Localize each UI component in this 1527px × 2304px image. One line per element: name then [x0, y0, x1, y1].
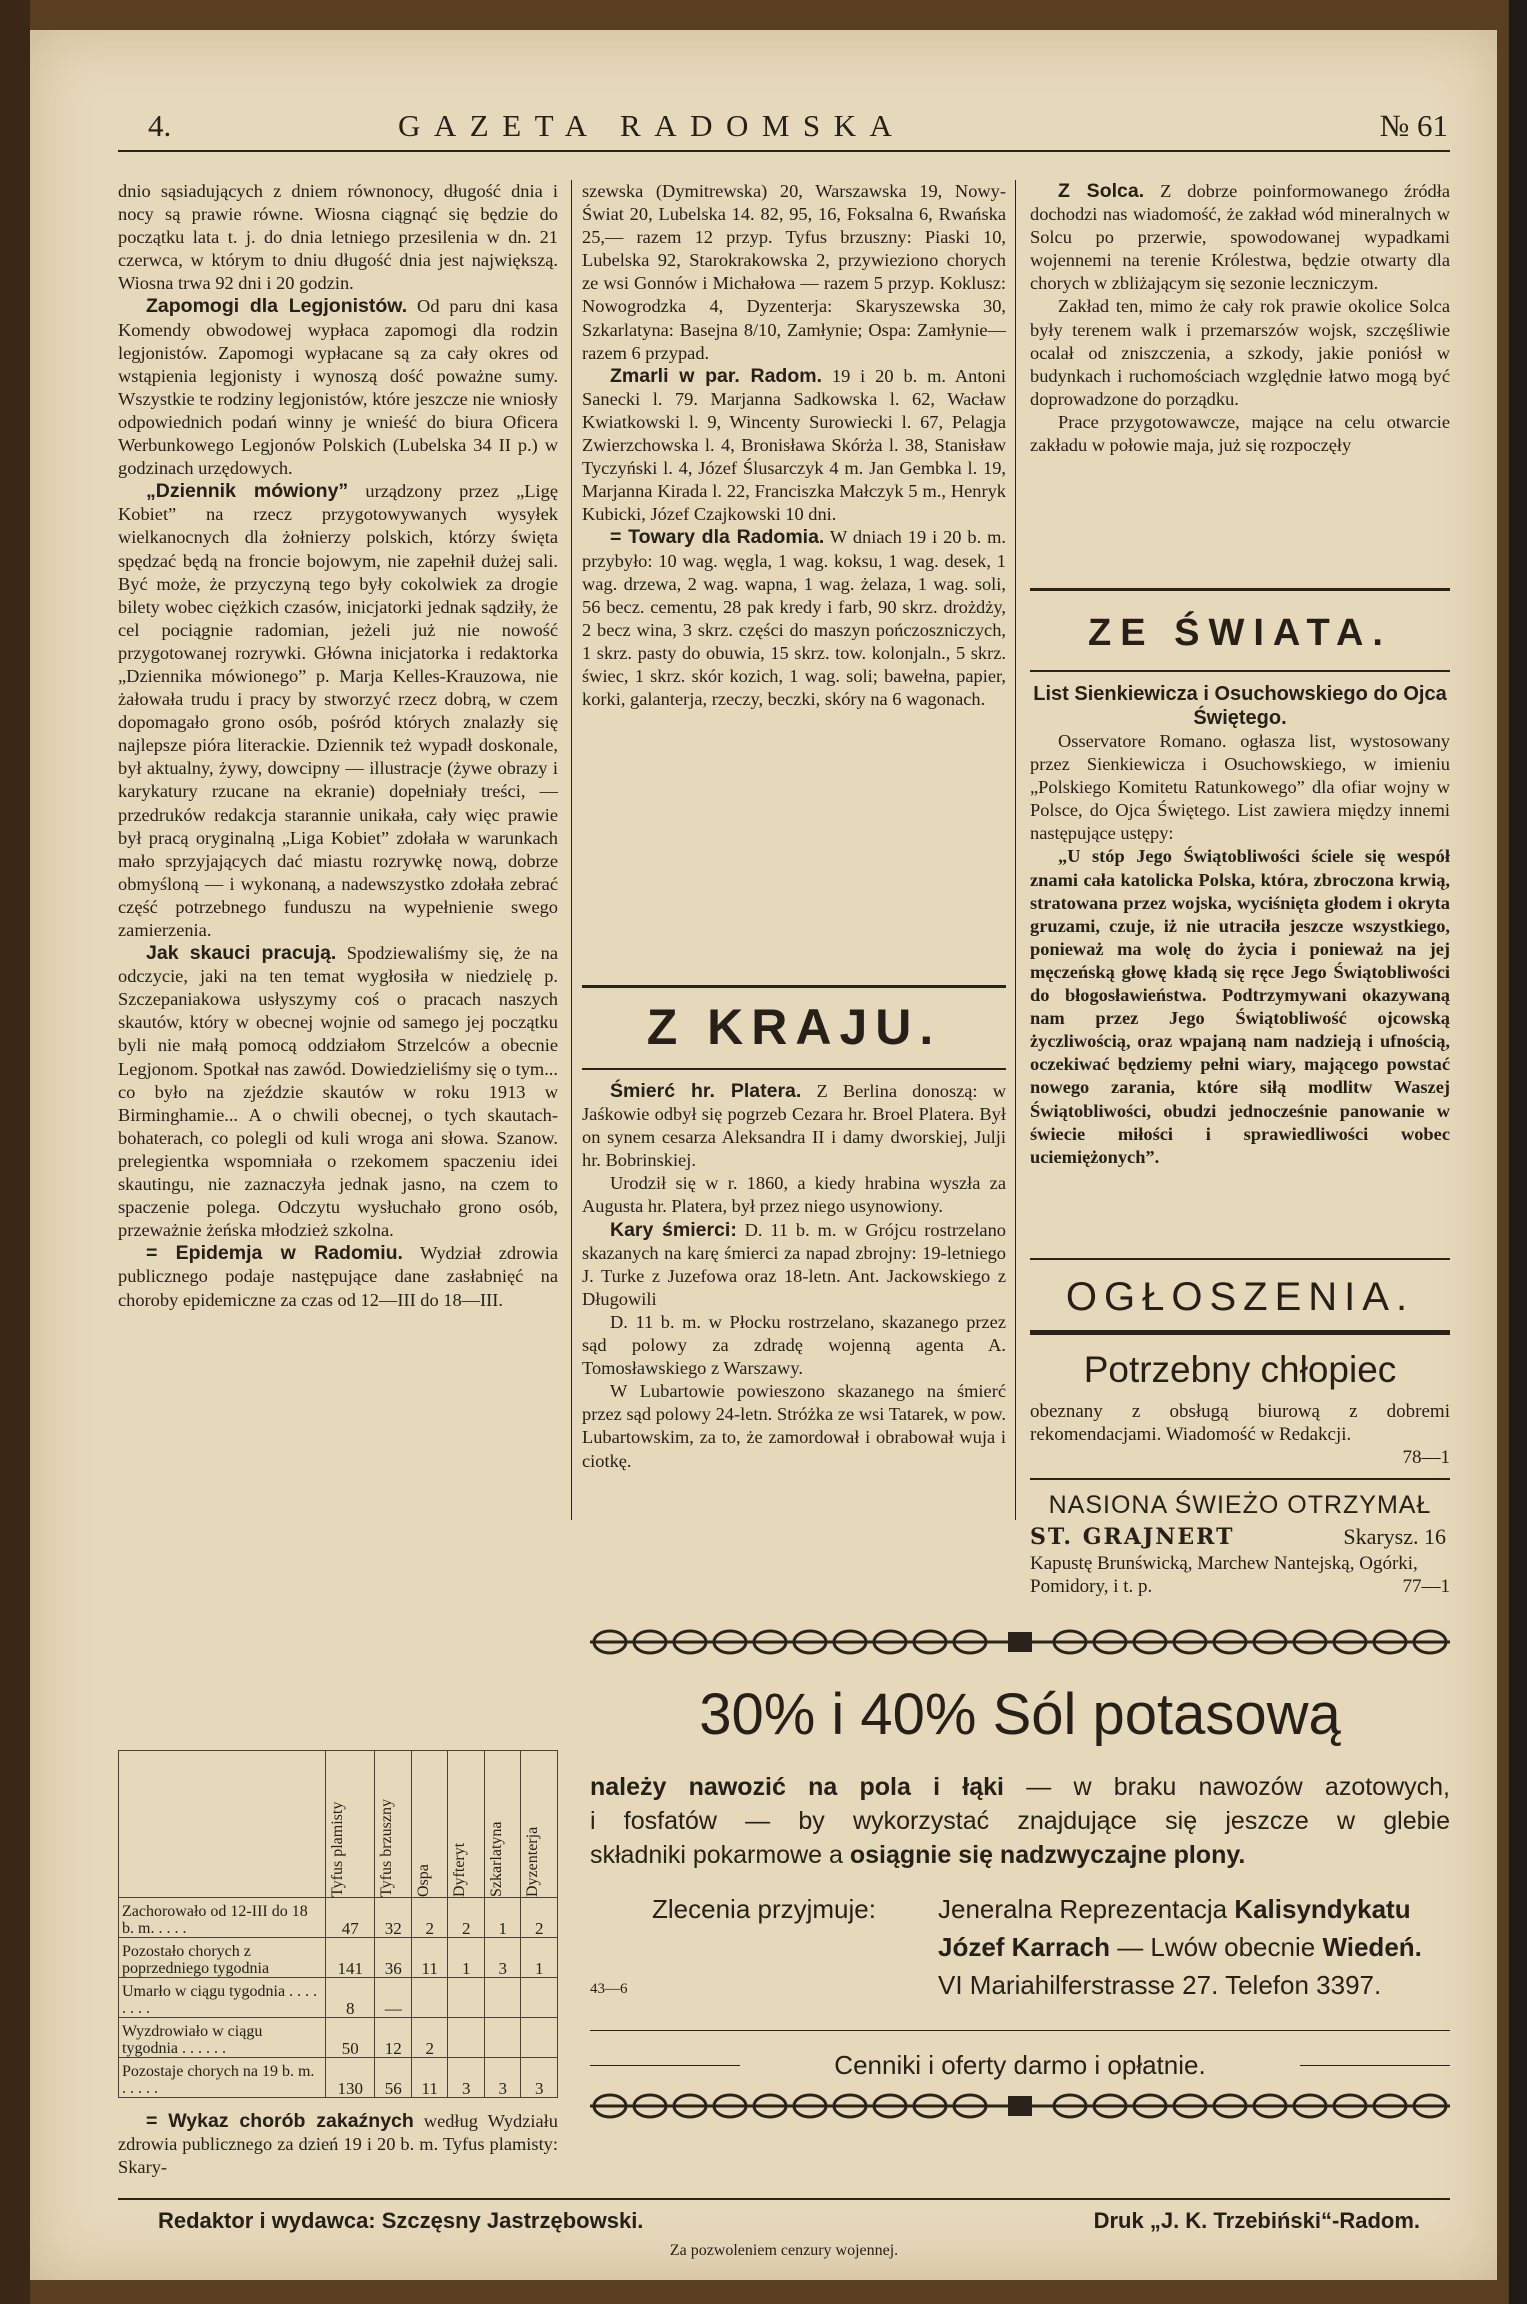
ad-body: należy nawozić na pola i łąki — w braku nawozów azotowych, i fosfatów — by wykorzystać znajdujące się jeszcze w glebie składniki pokarmowe a osiągnie się nadzwyczajne plony. [590, 1773, 1450, 1869]
column-header: Ospa [414, 1864, 432, 1897]
column-1-bottom [118, 2110, 558, 2179]
column-2 [582, 180, 1006, 711]
masthead [148, 108, 1448, 144]
ad-chlopiec-title: Potrzebny chłopiec [1083, 1349, 1397, 1390]
article-towary: = Towary dla Radomia. W dniach 19 i 20 b. m. przybyło: 10 wag. węgla, 1 wag. koksu, 1 wag. desek, 1 wag. drzewa, 2 wag. wapna, 1 wag. żelaza, 1 wag. soli, 56 becz. cementu, 28 pak kredy i farb, 90 skrz. drożdży, 2 becz wina, 3 skrz. części do maszyn pończoszniczych, 1 skrz. pasty do obuwia, 15 skrz. tow. kolonjaln., 5 skrz. świec, 1 skrz. skór kozich, 1 wag. soli; bawełna, papier, korki, galanterja, rzeczy, beczki, skóry na 6 wagonach. [582, 526, 1007, 710]
column-3-swiat [1030, 682, 1450, 1169]
column-header: Szkarlatyna [487, 1821, 505, 1897]
article-kary-cont: W Lubartowie powieszono skazanego na śmierć przez sąd polowy 24-letn. Stróżka ze wsi Tatarek, w pow. Lubartowskim, za to, że zamordował i obrabował wuja i ciotkę. [582, 1381, 1006, 1471]
section-title-ze-swiata: ZE ŚWIATA. [1088, 612, 1392, 654]
column-header: Dyzenterja [524, 1826, 542, 1897]
footer-editor: Redaktor i wydawca: Szczęsny Jastrzębowski. [158, 2208, 644, 2233]
table-row: Pozostało chorych z poprzedniego tygodnia 141 36 11 1 3 1 [119, 1938, 558, 1978]
header-rule [118, 150, 1450, 152]
footer-censor: Za pozwoleniem cenzury wojennej. [669, 2242, 899, 2259]
ad-code: 43—6 [590, 1981, 628, 1997]
column-header: Tyfus plamisty [329, 1801, 346, 1897]
article-wykaz: = Wykaz chorób zakaźnych według Wydziału zdrowia publicznego za dzień 19 i 20 b. m. Tyfus plamisty: Skary- [118, 2110, 558, 2178]
ad-cennik-rule-right [1300, 2065, 1450, 2066]
article-zmarli: Zmarli w par. Radom. 19 i 20 b. m. Antoni Sanecki l. 79. Marjanna Sadkowska l. 62, Wacław Kwiatkowski l. 9, Wincenty Surowiecki l. 67, Pelagja Zwierzchowska l. 4, Bronisława Skórża l. 38, Stanisław Tyczyński l. 4, Józef Ślusarczyk 4 m. Jan Gembka l. 19, Marjanna Kirada l. 22, Franciszka Małczyk 5 m., Henryk Kubicki, Józef Czajkowski 10 dni. [582, 364, 1006, 525]
chain-ornament [590, 1628, 1450, 1656]
article-zapomogi: Zapomogi dla Legjonistów. Od paru dni kasa Komendy obwodowej wypłaca zapomogi dla rodzin legjonistów. Zapomogi wypłacane są za cały okres od wstąpienia legjonisty i wynoszą dość poważne sumy. Wszystkie te rodziny legjonistów, które jeszcze nie wniosły odpowiednich podań winny je wnieść do biura Oficera Werbunkowego Legjonów Polskich (Lubelska 34 II p.) w godzinach urzędowych. [118, 295, 558, 479]
table-row: Pozostaje chorych na 19 b. m. . . . . . 130 56 11 3 3 3 [119, 2058, 558, 2098]
continued-paragraph: szewska (Dymitrewska) 20, Warszawska 19, Nowy-Świat 20, Lubelska 14. 82, 95, 16, Foksalna 6, Rwańska 25,— razem 12 przyp. Tyfus brzuszny: Piaski 10, Lubelska 92, Starokrakowska 2, przywieziono chorych ze wsi Gonnów i Michałowa — razem 5 przyp. Koklusz: Nowogrodzka 4, Dyzenterja: Skaryszewska 30, Szkarlatyna: Basejna 8/10, Zamłynie; Ospa: Zamłynie— razem 6 przypad. [582, 181, 1006, 363]
chain-ornament [590, 2092, 1450, 2120]
article-kary: Kary śmierci: D. 11 b. m. w Grójcu rostrzelano skazanych na karę śmierci za napad zbrojny: 19-letniego J. Turke z Juzefowa oraz 18-letn. Ant. Jackowskiego z Długowili [582, 1218, 1006, 1309]
section-rule [1030, 670, 1450, 672]
column-header: Tyfus brzuszny [378, 1799, 396, 1897]
ad-code: 77—1 [1402, 1576, 1450, 1598]
ornament-border-bottom [590, 2092, 1450, 2120]
article-list-title: List Sienkiewicza i Osuchowskiego do Ojca Świętego. [1033, 683, 1447, 729]
scan-border-right [1509, 0, 1527, 2304]
section-title-z-kraju: Z KRAJU. [646, 999, 942, 1055]
ad-code: 78—1 [1402, 1447, 1450, 1469]
article-smierc: Śmierć hr. Platera. Z Berlina donoszą: w Jaśkowie odbył się pogrzeb Cezara hr. Broel Platera. Był on synem cesarza Aleksandra II i damy dworskiej, Julji hr. Bobrinskiej. [582, 1080, 1006, 1171]
ad-inner-rule [590, 2030, 1450, 2031]
ad-address: VI Mariahilferstrasse 27. Telefon 3397. [938, 1970, 1382, 2000]
ad-nasiona-name-line [1030, 1524, 1450, 1550]
ad-nasiona-title: NASIONA ŚWIEŻO OTRZYMAŁ [1048, 1491, 1432, 1519]
article-solca-cont: Zakład ten, mimo że cały rok prawie okolice Solca były terenem walk i przemarszów wojsk, szczęśliwie ocalał od zniszczenia, a szkody, jakie poniósł w budynkach i ruchomościach względnie łatwo mogą być doprowadzone do porządku. [1030, 296, 1450, 409]
section-rule [582, 985, 1006, 988]
article-dziennik: „Dziennik mówiony” urządzony przez „Ligę Kobiet” na rzecz przygotowywanych wysyłek wielkanocnych dla żołnierzy polskich, którzy święta spędzać będą na froncie bojowym, nie zapełnił dużej sali. Być może, że przyczyną tego były cokolwiek za drogie bilety wobec ciężkich czasów, inicjatorki jednak sądziły, że cel pociągnie radomian, jeżeli już nie nowość przygotowanej rozrywki. Główna inicjatorka i redaktorka „Dziennika mówionego” p. Marja Kelles-Krauzowa, nie żałowała trudu i pracy by stworzyć rzecz dobrą, w czem dopomagało grono osób, pośród których znalazły się najlepsze pióra literackie. Dziennik też wypadł doskonale, był aktualny, żywy, dowcipny — illustracje (żywe obrazy i karykatury rzucane na ekranie) dopełniały treści, — przedruków redakcja starannie unikała, cały więc prawie był pracą oryginalną „Liga Kobiet” zdołała w warunkach mało sprzyjających dać miastu rozrywkę nową, dobrze obmyśloną — i wykonaną, a nadewszystko zdołała zebrać część potrzebnego funduszu na wypełnienie swego zamierzenia. [118, 480, 558, 940]
ad-nasiona: Kapustę Brunświcką, Marchew Nantejską, Ogórki, Pomidory, i t. p. 77—1 [1030, 1553, 1450, 1598]
table-row: Wyzdrowiało w ciągu tygodnia . . . . . . 50 12 2 [119, 2018, 558, 2058]
ad-chlopiec: obeznany z obsługą biurową z dobremi rekomendacjami. Wiadomość w Redakcji. 78—1 [1030, 1401, 1450, 1469]
ad-headline: 30% i 40% Sól potasową [699, 1682, 1341, 1747]
article-kary-cont: D. 11 b. m. w Płocku rostrzelano, skazanego przez sąd polowy za zdradę wojenną agenta A. Tomosławskiego z Warszawy. [582, 1311, 1006, 1379]
article-epidemja: = Epidemja w Radomiu. Wydział zdrowia publicznego podaje następujące dane zasłabnięć na choroby epidemiczne za czas od 12—III do 18—III. [118, 1242, 558, 1310]
spring-paragraph: dnio sąsiadujących z dniem równonocy, długość dnia i nocy są prawie równe. Wiosna ciągnąć się będzie do początku lata t. j. do dnia letniego przesilenia w dn. 21 czerwca, w którym to dniu długość dnia jest największą. Wiosna trwa 92 dni i 20 godzin. [118, 181, 558, 294]
ornament-border-top [590, 1628, 1450, 1656]
epidemic-table [118, 1750, 558, 2098]
article-solca-cont: Prace przygotowawcze, mające na celu otwarcie zakładu w połowie maja, już się rozpoczęły [1030, 411, 1450, 456]
column-3 [1030, 180, 1450, 457]
footer-printer: Druk „J. K. Trzebiński“-Radom. [1093, 2208, 1420, 2233]
section-rule [1030, 1258, 1450, 1260]
column-1 [118, 180, 558, 1312]
ad-nasiona-address: Skarysz. 16 [1343, 1524, 1446, 1549]
section-title-ogloszenia: OGŁOSZENIA. [1065, 1275, 1415, 1319]
column-divider [571, 180, 572, 1520]
ad-orders-label: Zlecenia przyjmuje: [652, 1894, 876, 1924]
page-number: 4. [148, 108, 172, 143]
article-list-quote: „U stóp Jego Świątobliwości ściele się wespół znami cała katolicka Polska, która, zbroczona krwią, stratowana przez wojska, wyciśnięta głodem i okryta gruzami, czuje, iż nie utraciła jeszcze wszystkiego, ponieważ ma wolę do życia i ponieważ na jej męczeńską głowę kładą się ręce Jego Świątobliwości do błogosławieństwa. Podtrzymywani okazywaną nam przez Jego Świątobliwość ojcowską życzliwością, oraz wpajaną nam nadzieją i ufnością, oczekiwać będziemy pełni wiary, mającego powstać nowego zarania, które siłą modlitw Waszej Świątobliwości, obudzi jednocześnie panowanie w świecie miłości i sprawiedliwości wobec uciemiężonych”. [1030, 846, 1450, 1167]
article-solca: Z Solca. Z dobrze poinformowanego źródła dochodzi nas wiadomość, że zakład wód mineralnych w Solcu po przerwie, spowodowanej wypadkami wojennemi na terenie Królestwa, będzie otwarty dla chorych w zbliżającym się sezonie leczniczym. [1030, 180, 1450, 294]
column-2-krajowe [582, 1080, 1006, 1473]
issue-number: № 61 [1379, 108, 1448, 143]
section-rule [582, 1068, 1006, 1070]
article-skauci: Jak skauci pracują. Spodziewaliśmy się, że na odczycie, jaki na ten temat wygłosiła w niedzielę p. Szczepaniakowa usłyszymy coś o pracach naszych skautów, który w obecnej wojnie od samego jej początku byli nie małą pomocą oddziałom Strzelców a obecnie Legjonom. Spotkał nas zawód. Dowiedzieliśmy się o tym... co było na zjeździe skautów w roku 1913 w Birminghamie... A o chwili obecnej, o tych skautach-bohaterach, co polegli od kuli wroga ani słowa. Szanow. prelegientka wspomniała o rzekomem spaczeniu idei skautingu, nie zaznaczyła jednak jasno, na czem to spaczenie polega. Odczytu wysłuchało grono osób, przeważnie żeńska młodzież szkolna. [118, 942, 558, 1241]
newspaper-title: GAZETA RADOMSKA [398, 108, 906, 143]
column-header: Dyfteryt [451, 1842, 469, 1897]
table-header-row [119, 1751, 558, 1898]
article-smierc-cont: Urodził się w r. 1860, a kiedy hrabina wyszła za Augusta hr. Platera, był przez niego usynowiony. [582, 1173, 1006, 1217]
section-rule-thick [1030, 1330, 1450, 1335]
footer-rule [118, 2198, 1450, 2200]
table-row: Zachorowało od 12-III do 18 b. m. . . . . 47 32 2 2 1 2 [119, 1898, 558, 1938]
article-list: Osservatore Romano. ogłasza list, wystosowany przez Sienkiewicza i Osuchowskiego, w imieniu „Polskiego Komitetu Ratunkowego” dla ofiar wojny w Polsce, do Ojca Świętego. List zawiera między innemi następujące ustępy: [1030, 731, 1450, 844]
ad-divider [1030, 1478, 1450, 1480]
column-divider [1015, 180, 1016, 1520]
ad-cennik: Cenniki i oferty darmo i opłatnie. [834, 2050, 1206, 2080]
ad-nasiona-name: ST. GRAJNERT [1030, 1524, 1235, 1550]
ad-cennik-rule-left [590, 2065, 740, 2066]
section-rule [1030, 588, 1450, 591]
table-row: Umarło w ciągu tygodnia . . . . . . . . 8 — [119, 1978, 558, 2018]
newspaper-page: 4. GAZETA RADOMSKA № 61 dnio sąsiadujących z dniem równonocy, długość dnia i nocy są prawie równe. Wiosna ciągnąć się będzie do początku lata t. j. do dnia letniego przesilenia w dn. 21 czerwca, w którym to dniu długość dnia jest największą. Wiosna trwa 92 dni i 20 godzin. Zapomogi dla Legjonistów. Od paru dni kasa Komendy obwodowej wypłaca zapomogi dla rodzin legjonistów. Zapomogi wypłacane są za cały okres od wstąpienia legjonisty i wynoszą dość poważne sumy. Wszystkie te rodziny legjonistów, które jeszcze nie wniosły odpowiednich podań winny je wnieść do biura Oficera Werbunkowego Legjonów Polskich (Lubelska 34 II p.) w godzinach urzędowych. „Dziennik mówiony” urządzony przez „Ligę Kobiet” na rzecz przygotowywanych wysyłek wielkanocnych dla żołnierzy polskich, którzy święta spędzać będą na froncie bojowym, nie zapełnił dużej sali. Być może, że przyczyną tego były cokolwiek za drogie bilety wobec ciężkich czasów, inicjatorki jednak sądziły, że cel pociągnie radomian, jeżeli już nie nowość przygotowanej rozrywki. Główna inicjatorka i redaktorka „Dziennika mówionego” p. Marja Kelles-Krauzowa, nie żałowała trudu i pracy by stworzyć rzecz dobrą, w czem dopomagało grono osób, pośród których znalazły się najlepsze pióra literackie. Dziennik też wypadł doskonale, był aktualny, żywy, dowcipny — illustracje (żywe obrazy i karykatury rzucane na ekranie) dopełniały treści, — przedruków redakcja starannie unikała, cały więc prawie był pracą oryginalną „Liga Kobiet” zdołała w warunkach mało sprzyjających dać miastu rozrywkę nową, dobrze obmyśloną — i wykonaną, a nadewszystko zdołała zebrać część potrzebnego funduszu na wypełnienie swego zamierzenia. Jak skauci pracują. Spodziewaliśmy się, że na odczycie, jaki na ten temat wygłosiła w niedzielę p. Szczepaniakowa usłyszymy coś o pracach naszych skautów, który w obecnej wojnie od samego jej początku byli nie małą pomocą oddziałom Strzelców a obecnie Legjonom. Spotkał nas zawód. Dowiedzieliśmy się o tym... co było na zjeździe skautów w roku 1913 w Birminghamie... A o chwili obecnej, o tych skautach-bohaterach, co polegli od kuli wroga ani słowa. Szanow. prelegientka wspomniała o rzekomem spaczeniu idei skautingu, nie zaznaczyła jednak jasno, na czem to spaczenie polega. Odczytu wysłuchało grono osób, przeważnie żeńska młodzież szkolna. = Epidemja w Radomiu. Wydział zdrowia publicznego podaje następujące dane zasłabnięć na choroby epidemiczne za czas od 12—III do 18—III. Tyfus plamisty Tyfus brzuszny Ospa Dyfteryt Szkarlatyna Dyzenterja Zachorowało od 12-III do 18 b. m. . . . . 47 32 2 2 1 2 Pozostało chorych z poprzedniego tygodnia 141 36 11 1 3 1 Umarło w ciągu tygodnia . . . . . . . . 8 — Wyzdrowiało w ciągu tygodnia . . . . . . 50 12 2 Pozostaje chorych na 19 b. m. . . . . . 130 56 11 3 3 3 = Wykaz chorób zakaźnych według Wydziału zdrowia publicznego za dzień 19 i 20 b. m. Tyfus plamisty: Skary- szewska (Dymitrewska) 20, Warszawska 19, Nowy-Świat 20, Lubelska 14. 82, 95, 16, Foksalna 6, Rwańska 25,— razem 12 przyp. Tyfus brzuszny: Piaski 10, Lubelska 92, Starokrakowska 2, przywieziono chorych ze wsi Gonnów i Michałowa — razem 5 przyp. Koklusz: Nowogrodzka 4, Dyzenterja: Skaryszewska 30, Szkarlatyna: Basejna 8/10, Zamłynie; Ospa: Zamłynie— razem 6 przypad. Zmarli w par. Radom. 19 i 20 b. m. Antoni Sanecki l. 79. Marjanna Sadkowska l. 62, Wacław Kwiatkowski l. 9, Wincenty Surowiecki l. 67, Pelagja Zwierzchowska l. 4, Bronisława Skórża l. 38, Stanisław Tyczyński l. 4, Józef Ślusarczyk 4 m. Jan Gembka l. 19, Marjanna Kirada l. 22, Franciszka Małczyk 5 m., Henryk Kubicki, Józef Czajkowski 10 dni. = Towary dla Radomia. W dniach 19 i 20 b. m. przybyło: 10 wag. węgla, 1 wag. koksu, 1 wag. desek, 1 wag. drzewa, 2 wag. wapna, 1 wag. żelaza, 1 wag. soli, 56 becz. cementu, 28 pak kredy i farb, 90 skrz. drożdży, 2 becz wina, 3 skrz. części do maszyn pończoszniczych, 1 skrz. pasty do obuwia, 15 skrz. tow. kolonjaln., 5 skrz. świec, 1 skrz. skór kozich, 1 wag. soli; bawełna, papier, korki, galanterja, rzeczy, beczki, skóry na 6 wagonach. Z KRAJU. Śmierć hr. Platera. Z Berlina donoszą: w Jaśkowie odbył się pogrzeb Cezara hr. Broel Platera. Był on synem cesarza Aleksandra II i damy dworskiej, Julji hr. Bobrinskiej. Urodził się w r. 1860, a kiedy hrabina wyszła za Augusta hr. Platera, był przez niego usynowiony. Kary śmierci: D. 11 b. m. w Grójcu rostrzelano skazanych na karę śmierci za napad zbrojny: 19-letniego J. Turke z Juzefowa oraz 18-letn. Ant. Jackowskiego z Długowili D. 11 b. m. w Płocku rostrzelano, skazanego przez sąd polowy za zdradę wojenną agenta A. Tomosławskiego z Warszawy. W Lubartowie powieszono skazanego na śmierć przez sąd polowy 24-letn. Stróżka ze wsi Tatarek, w pow. Lubartowskim, za to, że zamordował i obrabował wuja i ciotkę. Z Solca. Z dobrze poinformowanego źródła dochodzi nas wiadomość, że zakład wód mineralnych w Solcu po przerwie, spowodowanej wypadkami wojennemi na terenie Królestwa, będzie otwarty dla chorych w zbliżającym się sezonie leczniczym. Zakład ten, mimo że cały rok prawie okolice Solca były terenem walk i przemarszów wojsk, szczęśliwie ocalał od zniszczenia, a szkody, jakie poniósł w budynkach i ruchomościach względnie łatwo mogą być doprowadzone do porządku. Prace przygotowawcze, mające na celu otwarcie zakładu w połowie maja, już się rozpoczęły ZE ŚWIATA. List Sienkiewicza i Osuchowskiego do Ojca Świętego. Osservatore Romano. ogłasza list, wystosowany przez Sienkiewicza i Osuchowskiego, w imieniu „Polskiego Komitetu Ratunkowego” dla ofiar wojny w Polsce, do Ojca Świętego. List zawiera między innemi następujące ustępy: „U stóp Jego Świątobliwości ściele się wespół znami cała katolicka Polska, która, zbroczona krwią, stratowana przez wojska, wyciśnięta głodem i okryta gruzami, czuje, iż nie utraciła jeszcze wszystkiego, ponieważ ma wolę do życia i ponieważ na jej męczeńską głowę kładą się ręce Jego Świątobliwości do błogosławieństwa. Podtrzymywani okazywaną nam przez Jego Świątobliwość ojcowską życzliwością, oraz wpajaną nam nadzieją i ufnością, oczekiwać będziemy pełni wiary, mającego powstać nowego zarania, które siłą modlitw Waszej Świątobliwości, obudzi jednocześnie panowanie w świecie miłości i sprawiedliwości wobec uciemiężonych”. OGŁOSZENIA. Potrzebny chłopiec obeznany z obsługą biurową z dobremi rekomendacjami. Wiadomość w Redakcji. 78—1 NASIONA ŚWIEŻO OTRZYMAŁ ST. GRAJNERT Skarysz. 16 Kapustę Brunświcką, Marchew Nantejską, Ogórki, Pomidory, i t. p. 77—1 30% i 40% Sól potasową należy nawozić na pola i łąki — w braku nawozów azotowych, i fosfatów — by wykorzystać znajdujące się jeszcze w glebie składniki pokarmowe a osiągnie się nadzwyczajne plony. Zlecenia przyjmuje: Jeneralna Reprezentacja Kalisyndykatu Józef Karrach — Lwów obecnie Wiedeń. VI Mariahilferstrasse 27. Telefon 3397. 43—6 Cenniki i oferty darmo i opłatnie. Redaktor i wydawca: Szczęsny Jastrzębowski. Druk „J. K. Trzebiński“-Radom. Za pozwoleniem cenzury wojennej. [30, 30, 1497, 2280]
scan-border-left [0, 0, 30, 2304]
